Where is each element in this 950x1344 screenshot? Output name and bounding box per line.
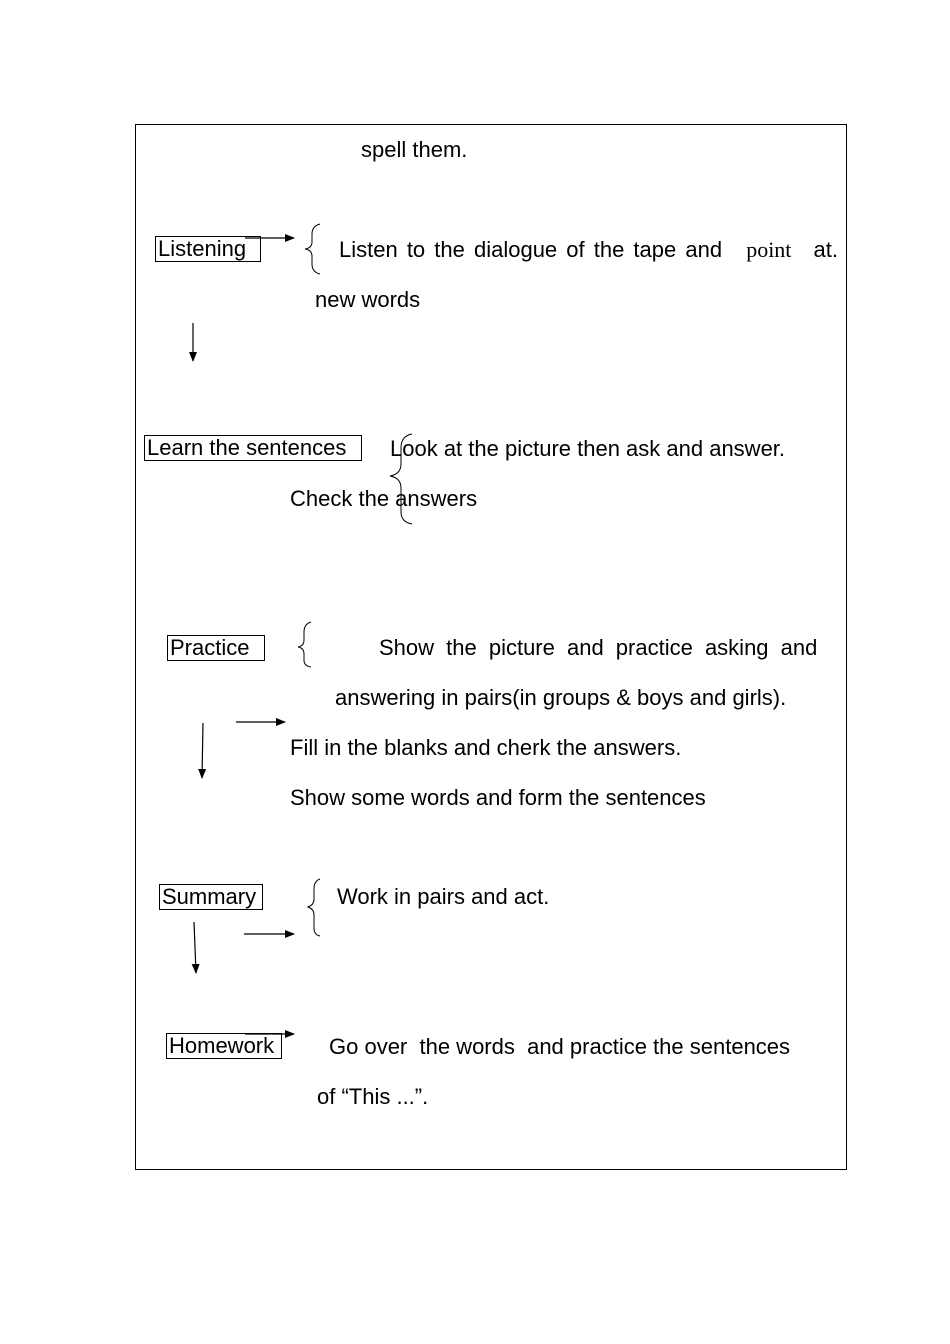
- intro-line: spell them.: [361, 137, 468, 162]
- practice-line-2: answering in pairs(in groups & boys and girls).: [335, 685, 787, 710]
- practice-line-4: Show some words and form the sentences: [290, 785, 706, 810]
- practice-label: Practice: [167, 635, 265, 661]
- learn-line-1: Look at the picture then ask and answer.: [390, 436, 786, 461]
- summary-line-1: Work in pairs and act.: [337, 884, 550, 909]
- listening-line-1: [339, 237, 838, 263]
- learn-label: Learn the sentences: [144, 435, 362, 461]
- listening-line-1-point: point: [746, 237, 792, 262]
- listening-line-2: new words: [315, 287, 421, 312]
- homework-line-2: of “This ...”.: [317, 1084, 429, 1109]
- learn-line-2: Check the answers: [290, 486, 478, 511]
- homework-label: Homework: [166, 1033, 282, 1059]
- listening-line-1-text: Listen to the dialogue of the tape and: [339, 237, 723, 262]
- homework-line-1: Go over the words and practice the sentences: [329, 1034, 791, 1059]
- practice-line-1: Show the picture and practice asking and: [379, 635, 818, 660]
- practice-line-3: Fill in the blanks and cherk the answers.: [290, 735, 682, 760]
- listening-label: Listening: [155, 236, 261, 262]
- listening-line-1-end: at.: [813, 237, 838, 262]
- summary-label: Summary: [159, 884, 263, 910]
